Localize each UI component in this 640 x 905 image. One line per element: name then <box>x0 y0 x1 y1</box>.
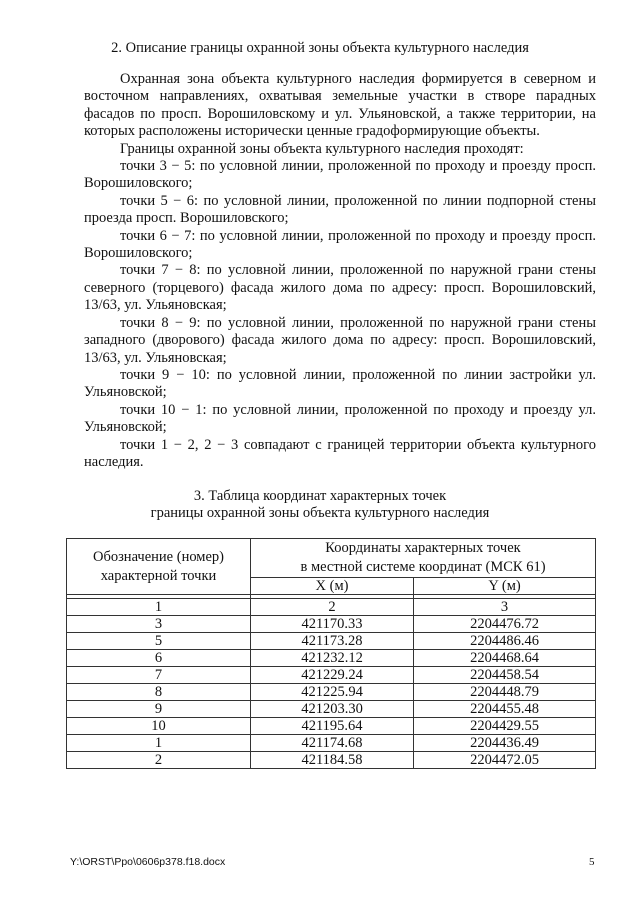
x-cell: 421195.64 <box>251 718 414 735</box>
section-3-title <box>0 488 640 522</box>
point-cell: 2 <box>67 752 251 769</box>
paragraph: точки 5 − 6: по условной линии, проложенной по линии подпорной стены проезда просп. Ворошиловского; <box>84 192 596 227</box>
y-cell: 2204458.54 <box>414 667 596 684</box>
x-cell: 421174.68 <box>251 735 414 752</box>
section-3-title-line2: границы охранной зоны объекта культурного наследия <box>150 505 490 521</box>
point-cell: 5 <box>67 633 251 650</box>
column-number: 1 <box>67 599 251 616</box>
point-number-header <box>67 539 251 595</box>
paragraph: точки 6 − 7: по условной линии, проложенной по проходу и проезду просп. Ворошиловского; <box>84 227 596 262</box>
y-header: Y (м) <box>414 578 596 595</box>
x-header: X (м) <box>251 578 414 595</box>
table-row <box>67 752 596 769</box>
point-cell: 9 <box>67 701 251 718</box>
table-row <box>67 735 596 752</box>
x-cell: 421232.12 <box>251 650 414 667</box>
footer-file-path: Y:\ORST\Ppo\0606p378.f18.docx <box>70 856 226 868</box>
point-cell: 7 <box>67 667 251 684</box>
table-row <box>67 667 596 684</box>
column-number: 3 <box>414 599 596 616</box>
y-cell: 2204436.49 <box>414 735 596 752</box>
coordinates-header <box>251 539 596 578</box>
table-row <box>67 684 596 701</box>
y-cell: 2204472.05 <box>414 752 596 769</box>
point-cell: 3 <box>67 616 251 633</box>
coordinates-header-line1: Координаты характерных точек <box>325 540 521 556</box>
table-row <box>67 718 596 735</box>
y-cell: 2204455.48 <box>414 701 596 718</box>
page-number: 5 <box>589 856 595 868</box>
paragraph: точки 9 − 10: по условной линии, проложенной по линии застройки ул. Ульяновской; <box>84 366 596 401</box>
table-row <box>67 650 596 667</box>
y-cell: 2204429.55 <box>414 718 596 735</box>
y-cell: 2204486.46 <box>414 633 596 650</box>
paragraph: точки 10 − 1: по условной линии, проложенной по проходу и проезду ул. Ульяновской; <box>84 401 596 436</box>
y-cell: 2204468.64 <box>414 650 596 667</box>
section-2-body <box>84 71 596 471</box>
y-cell: 2204448.79 <box>414 684 596 701</box>
x-cell: 421229.24 <box>251 667 414 684</box>
paragraph: Границы охранной зоны объекта культурного наследия проходят: <box>120 140 524 157</box>
column-number: 2 <box>251 599 414 616</box>
paragraph: точки 8 − 9: по условной линии, проложенной по наружной грани стены западного (дворового) фасада жилого дома по адресу: просп. Ворошиловский, 13/63, ул. Ульяновская; <box>84 314 596 366</box>
x-cell: 421170.33 <box>251 616 414 633</box>
x-cell: 421184.58 <box>251 752 414 769</box>
point-cell: 10 <box>67 718 251 735</box>
table-row <box>67 616 596 633</box>
table-row <box>67 701 596 718</box>
paragraph: Охранная зона объекта культурного наследия формируется в северном и восточном направлениях, охватывая земельные участки в створе парадных фасадов по просп. Ворошиловскому и ул. Ульяновской, а также территории, на которых расположены исторически ценные градоформирующие объекты. <box>84 71 596 140</box>
point-cell: 8 <box>67 684 251 701</box>
x-cell: 421173.28 <box>251 633 414 650</box>
paragraph: точки 3 − 5: по условной линии, проложенной по проходу и проезду просп. Ворошиловского; <box>84 158 596 192</box>
x-cell: 421225.94 <box>251 684 414 701</box>
y-cell: 2204476.72 <box>414 616 596 633</box>
point-cell: 1 <box>67 735 251 752</box>
x-cell: 421203.30 <box>251 701 414 718</box>
table-row <box>67 633 596 650</box>
point-header-line2: характерной точки <box>100 567 217 584</box>
coordinates-table <box>66 538 596 769</box>
coordinates-header-line2: в местной системе координат (МСК 61) <box>300 559 546 575</box>
paragraph: точки 7 − 8: по условной линии, проложенной по наружной грани стены северного (торцевого) фасада жилого дома по адресу: просп. Ворошиловский, 13/63, ул. Ульяновская; <box>84 262 596 314</box>
paragraph: точки 1 − 2, 2 − 3 совпадают с границей территории объекта культурного наследия. <box>84 436 596 470</box>
section-2-title: 2. Описание границы охранной зоны объекта культурного наследия <box>111 40 529 56</box>
section-3-title-line1: 3. Таблица координат характерных точек <box>193 488 447 504</box>
point-header-line1: Обозначение (номер) <box>92 548 224 565</box>
point-cell: 6 <box>67 650 251 667</box>
